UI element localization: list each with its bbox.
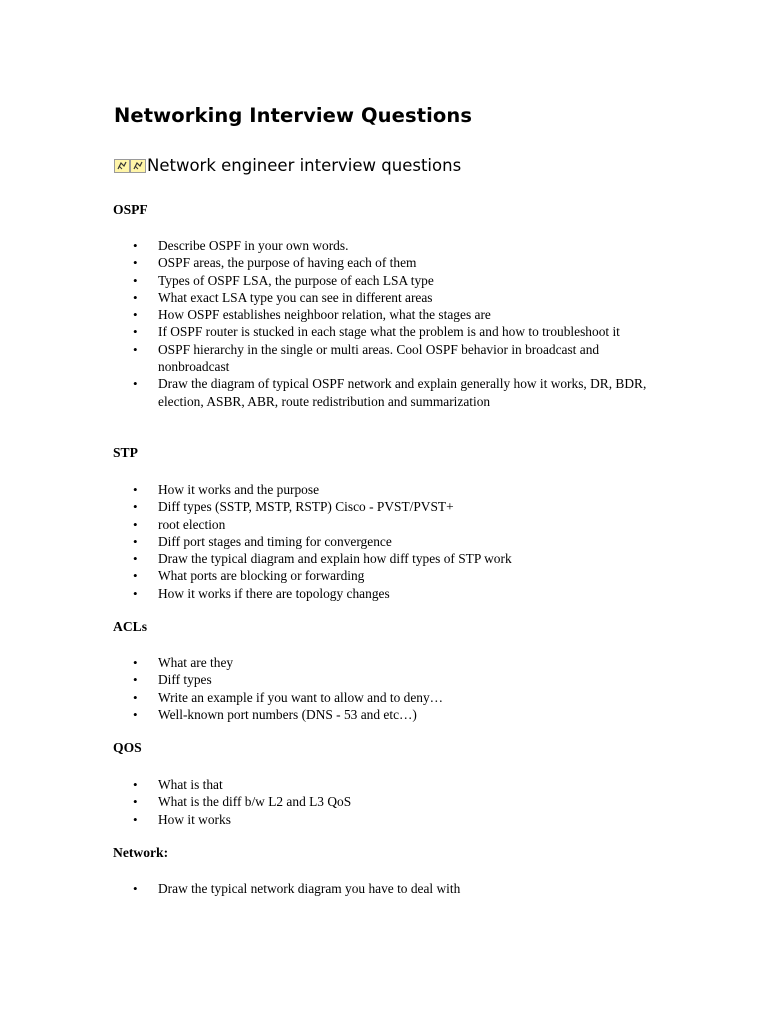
list-item: • Draw the diagram of typical OSPF network and explain generally how it works, DR, BDR, election, ASBR, ABR, route redistribution and summarization	[113, 375, 673, 410]
document-title: Networking Interview Questions	[114, 104, 473, 127]
list-item: • What ports are blocking or forwarding	[113, 567, 673, 584]
list-item: • Diff types (SSTP, MSTP, RSTP) Cisco - PVST/PVST+	[113, 498, 673, 515]
list-item: • Describe OSPF in your own words.	[113, 237, 673, 254]
list-item: • How it works if there are topology changes	[113, 585, 673, 602]
list-item: • Diff port stages and timing for convergence	[113, 533, 673, 550]
list-network	[113, 880, 673, 897]
link-icon	[130, 159, 146, 173]
link-icon	[114, 159, 130, 173]
list-item: • Well-known port numbers (DNS - 53 and etc…)	[113, 706, 673, 723]
list-item: • OSPF areas, the purpose of having each of them	[113, 254, 673, 271]
list-qos	[113, 776, 673, 828]
list-item: • OSPF hierarchy in the single or multi areas. Cool OSPF behavior in broadcast and nonbroadcast	[113, 341, 673, 376]
list-item: • What are they	[113, 654, 673, 671]
document-subtitle: Network engineer interview questions	[147, 156, 462, 175]
list-item: • Write an example if you want to allow and to deny…	[113, 689, 673, 706]
list-item: • If OSPF router is stucked in each stage what the problem is and how to troubleshoot it	[113, 323, 673, 340]
list-item: • Types of OSPF LSA, the purpose of each LSA type	[113, 272, 673, 289]
list-item: • How it works	[113, 811, 673, 828]
subtitle-icons	[114, 159, 146, 173]
list-item: • root election	[113, 516, 673, 533]
list-item: • What is that	[113, 776, 673, 793]
section-heading-ospf: OSPF	[113, 202, 148, 217]
section-heading-qos: QOS	[113, 740, 142, 755]
list-item: • Draw the typical diagram and explain how diff types of STP work	[113, 550, 673, 567]
list-acls	[113, 654, 673, 723]
list-ospf	[113, 237, 673, 410]
list-item: • What is the diff b/w L2 and L3 QoS	[113, 793, 673, 810]
section-heading-acls: ACLs	[113, 619, 147, 634]
section-heading-network: Network:	[113, 845, 169, 860]
list-item: • How it works and the purpose	[113, 481, 673, 498]
section-heading-stp: STP	[113, 445, 138, 460]
list-item: • Diff types	[113, 671, 673, 688]
list-stp	[113, 481, 673, 602]
list-item: • How OSPF establishes neighboor relation, what the stages are	[113, 306, 673, 323]
list-item: • Draw the typical network diagram you have to deal with	[113, 880, 673, 897]
subtitle-row	[114, 156, 461, 175]
list-item: • What exact LSA type you can see in different areas	[113, 289, 673, 306]
